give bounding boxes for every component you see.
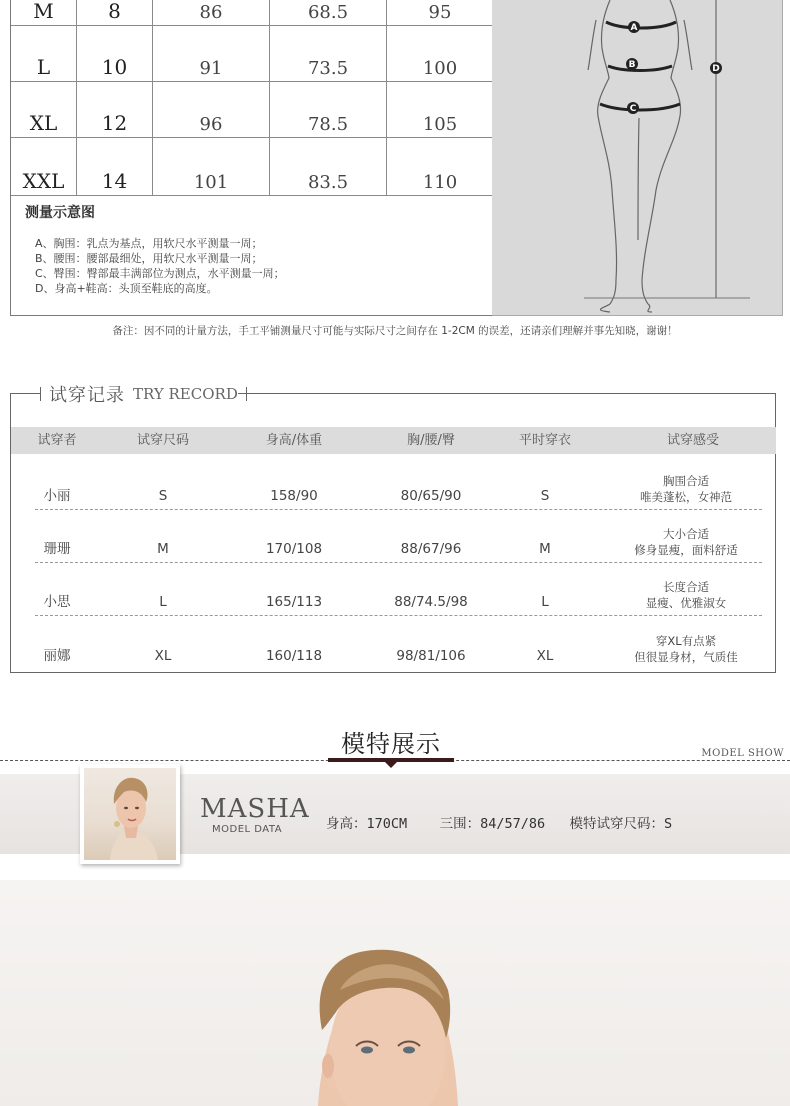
bwh: 80/65/90 (400, 488, 462, 504)
model-show-title: 模特展示 (341, 729, 441, 758)
table-row (11, 454, 776, 510)
tester-name: 小丽 (43, 488, 71, 504)
model-thumbnail (80, 764, 180, 864)
marker-a: A (630, 23, 638, 33)
table-row (11, 616, 776, 670)
model-data-label: MODEL DATA (212, 824, 283, 835)
feeling: 长度合适 显瘦、优雅淑女 (645, 580, 727, 610)
bust-value: 91 (199, 58, 223, 79)
waist-value: 78.5 (307, 114, 349, 135)
try-record-header (11, 427, 776, 454)
bwh: 98/81/106 (396, 648, 466, 664)
bust-value: 86 (199, 2, 223, 23)
size-row (11, 0, 493, 26)
height-weight: 165/113 (265, 594, 323, 610)
marker-d: D (712, 64, 720, 74)
header-height-weight: 身高/体重 (265, 433, 323, 448)
hip-value: 105 (422, 114, 458, 135)
tried-size: S (158, 488, 168, 504)
caret-down-icon (385, 762, 397, 768)
model-photo (0, 880, 790, 1106)
size-note: 备注：因不同的计量方法，手工平铺测量尺寸可能与实际尺寸之间存在 1-2CM 的误差，还请亲们理解并事先知晓，谢谢！ (112, 325, 678, 337)
hip-value: 95 (428, 2, 452, 23)
header-bwh: 胸/腰/臀 (407, 433, 455, 448)
size-label: L (36, 55, 51, 79)
marker-c: C (629, 104, 637, 114)
height-weight: 158/90 (270, 488, 318, 504)
bwh: 88/74.5/98 (394, 594, 468, 610)
uk-size: 12 (101, 111, 128, 135)
size-row (11, 82, 493, 138)
feeling: 大小合适 修身显瘦，面料舒适 (634, 527, 738, 557)
size-row (11, 26, 493, 82)
try-record-title-cn: 试穿记录 (49, 385, 125, 406)
measure-item-d: D、身高+鞋高：头顶至鞋底的高度。 (35, 282, 218, 295)
model-show-title-en: MODEL SHOW (701, 748, 784, 759)
size-label: XXL (22, 169, 65, 193)
measure-item-b: B、腰围：腰部最细处，用软尺水平测量一周； (35, 252, 263, 265)
size-label: XL (29, 111, 58, 135)
size-row (11, 138, 493, 196)
model-show-section (0, 700, 790, 1106)
tester-name: 小思 (43, 594, 71, 610)
measurement-guide (11, 196, 493, 316)
hip-value: 100 (422, 58, 458, 79)
size-label: M (33, 0, 54, 23)
uk-size: 8 (108, 0, 121, 23)
header-size: 试穿尺码 (136, 433, 189, 448)
usual-size: M (539, 541, 551, 557)
try-record-title-en: TRY RECORD (133, 385, 238, 403)
try-record-title (40, 382, 247, 406)
marker-b: B (628, 60, 636, 70)
waist-value: 68.5 (307, 2, 349, 23)
waist-value: 73.5 (307, 58, 349, 79)
hip-value: 110 (422, 172, 458, 193)
header-usual-size: 平时穿衣 (518, 433, 571, 448)
table-row (11, 560, 776, 616)
size-chart-section (0, 0, 790, 360)
tried-size: M (157, 541, 169, 557)
table-row (11, 507, 776, 563)
model-name: MASHA (200, 794, 310, 824)
uk-size: 14 (101, 169, 128, 193)
tester-name: 珊珊 (43, 541, 71, 557)
tester-name: 丽娜 (43, 648, 71, 664)
size-table (10, 0, 493, 316)
measurement-guide-title: 测量示意图 (25, 205, 95, 221)
feeling: 胸围合适 唯美蓬松，女神范 (640, 474, 732, 504)
waist-value: 83.5 (307, 172, 349, 193)
feeling: 穿XL有点紧 但很显身材，气质佳 (634, 634, 738, 664)
bust-value: 96 (199, 114, 223, 135)
try-record-section (0, 360, 790, 700)
model-info-band (0, 774, 790, 854)
body-sketch-illustration (492, 0, 783, 316)
usual-size: L (541, 594, 549, 610)
tried-size: L (159, 594, 167, 610)
measure-item-c: C、臀围：臀部最丰满部位为测点，水平测量一周； (35, 267, 285, 280)
body-measurement-figure (492, 0, 783, 316)
bwh: 88/67/96 (400, 541, 462, 557)
model-portrait-image (84, 768, 176, 860)
usual-size: S (540, 488, 550, 504)
height-weight: 170/108 (265, 541, 323, 557)
usual-size: XL (536, 648, 554, 664)
height-weight: 160/118 (265, 648, 323, 664)
tried-size: XL (154, 648, 172, 664)
model-stats: 身高：170CM 三围：84/57/86 模特试穿尺码：S (326, 816, 673, 832)
bust-value: 101 (193, 172, 229, 193)
header-tester: 试穿者 (37, 433, 77, 448)
header-feeling: 试穿感受 (666, 433, 719, 448)
measure-item-a: A、胸围：乳点为基点，用软尺水平测量一周； (35, 237, 263, 250)
uk-size: 10 (101, 55, 128, 79)
model-hero-image (0, 880, 790, 1106)
